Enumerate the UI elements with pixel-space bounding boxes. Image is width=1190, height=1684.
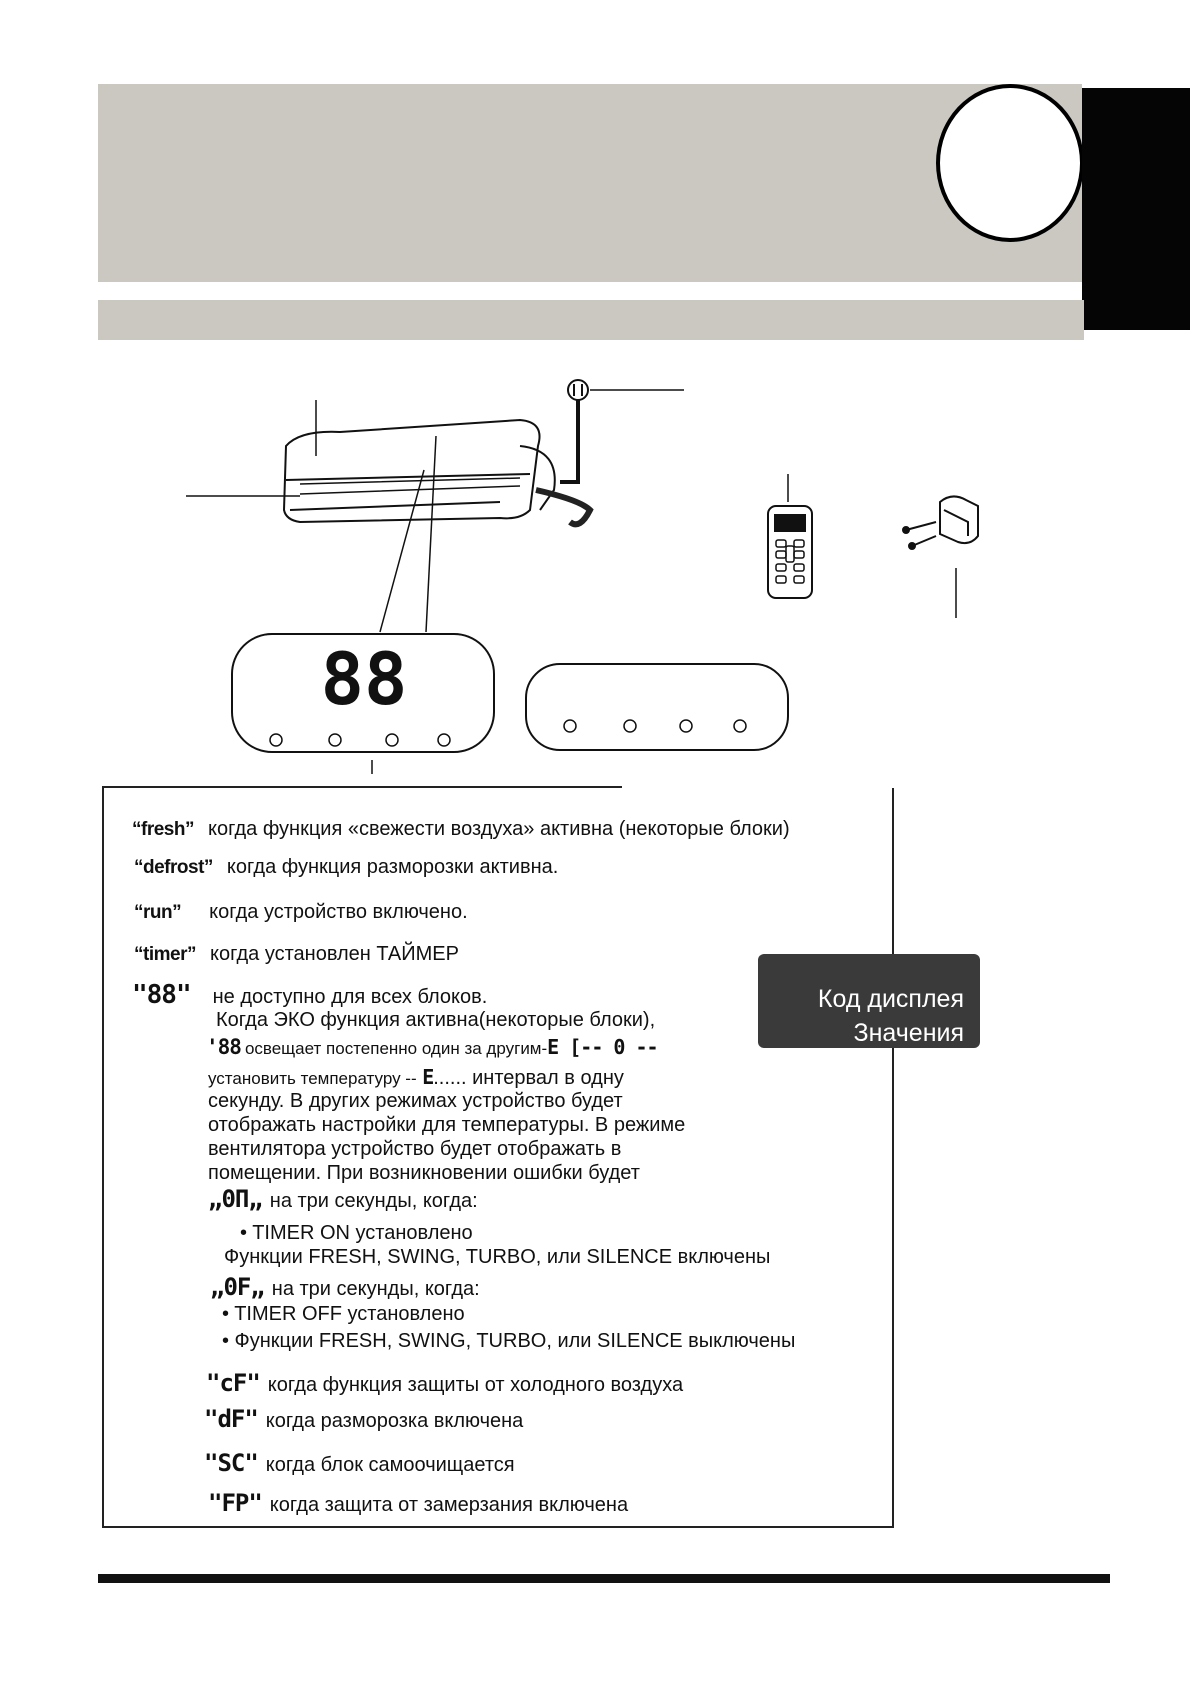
eco-line-2-segs: E [-- 0 -- [547, 1035, 658, 1059]
footer-bar [98, 1574, 1110, 1583]
code-row-sc [204, 1449, 515, 1477]
code-row-fresh [132, 818, 790, 841]
code-on: „0П„ [208, 1185, 262, 1213]
eco-line-3-b: ...... интервал в одну [433, 1067, 624, 1089]
desc-88: не доступно для всех блоков. [212, 986, 488, 1008]
subheader-band [98, 300, 1084, 340]
code-row-on [208, 1185, 478, 1213]
eco-line-2 [206, 1036, 666, 1060]
on-bullet-1: • TIMER ON установлено [240, 1222, 473, 1244]
eco-line-2-code: '88 [206, 1035, 241, 1059]
desc-defrost: когда функция разморозки активна. [226, 856, 559, 878]
desc-sc: когда блок самоочищается [265, 1454, 515, 1476]
remote-holder-icon [903, 496, 978, 549]
code-row-cf [206, 1369, 684, 1397]
desc-timer: когда установлен ТАЙМЕР [209, 943, 459, 965]
power-plug-icon [568, 380, 588, 400]
off-bullet-2: • Функции FRESH, SWING, TURBO, или SILENCE выключены [222, 1330, 796, 1352]
eco-line-3 [208, 1066, 624, 1090]
desc-run: когда устройство включено. [209, 901, 468, 923]
code-row-88 [132, 980, 488, 1010]
code-row-off [210, 1273, 480, 1301]
code-off: „0F„ [210, 1273, 264, 1301]
code-88: "88" [132, 980, 191, 1010]
code-fp: "FP" [208, 1489, 262, 1517]
code-row-defrost [134, 856, 558, 879]
code-row-timer [134, 943, 459, 966]
desc-fp: когда защита от замерзания включена [269, 1494, 629, 1516]
eco-line-5: отображать настройки для температуры. В режиме [208, 1114, 686, 1136]
section-side-tab [1082, 88, 1190, 330]
desc-on: на три секунды, когда: [269, 1190, 478, 1212]
page-number-circle [936, 84, 1084, 242]
code-cf: "cF" [206, 1369, 260, 1397]
desc-fresh: когда функция «свежести воздуха» активна (некоторые блоки) [207, 818, 790, 840]
badge-line-1: Код дисплея [817, 985, 964, 1013]
code-df: "dF" [204, 1405, 258, 1433]
code-defrost: “defrost” [134, 857, 213, 878]
eco-line-3-seg: E [422, 1065, 434, 1089]
code-fresh: “fresh” [132, 819, 194, 840]
code-row-run [134, 901, 468, 924]
badge-line-2: Значения [853, 1019, 964, 1047]
desc-cf: когда функция защиты от холодного воздуха [267, 1374, 684, 1396]
display-panel-with-digits [232, 634, 494, 752]
eco-line-1: Когда ЭКО функция активна(некоторые блоки), [216, 1009, 656, 1031]
remote-control-icon [768, 506, 812, 598]
eco-line-6: вентилятора устройство будет отображать в [208, 1138, 622, 1160]
desc-df: когда разморозка включена [265, 1410, 524, 1432]
eco-line-4: секунду. В других режимах устройство будет [208, 1090, 623, 1112]
display-panel-plain [526, 664, 788, 750]
code-row-fp [208, 1489, 629, 1517]
eco-line-7: помещении. При возникновении ошибки будет [208, 1162, 640, 1184]
indoor-unit [284, 380, 590, 524]
indoor-unit-diagram [0, 370, 1190, 790]
desc-off: на три секунды, когда: [271, 1278, 480, 1300]
display-digits: 88 [320, 637, 408, 721]
header-band [98, 84, 1082, 282]
on-bullet-2: Функции FRESH, SWING, TURBO, или SILENCE включены [224, 1246, 771, 1268]
off-bullet-1: • TIMER OFF установлено [222, 1303, 465, 1325]
eco-line-3-a: установить температуру -- [208, 1069, 417, 1088]
code-timer: “timer” [134, 944, 196, 965]
code-sc: "SC" [204, 1449, 258, 1477]
display-code-badge [758, 954, 980, 1048]
eco-line-2-text: освещает постепенно один за другим- [244, 1039, 548, 1058]
code-row-df [204, 1405, 524, 1433]
code-run: “run” [134, 902, 182, 923]
